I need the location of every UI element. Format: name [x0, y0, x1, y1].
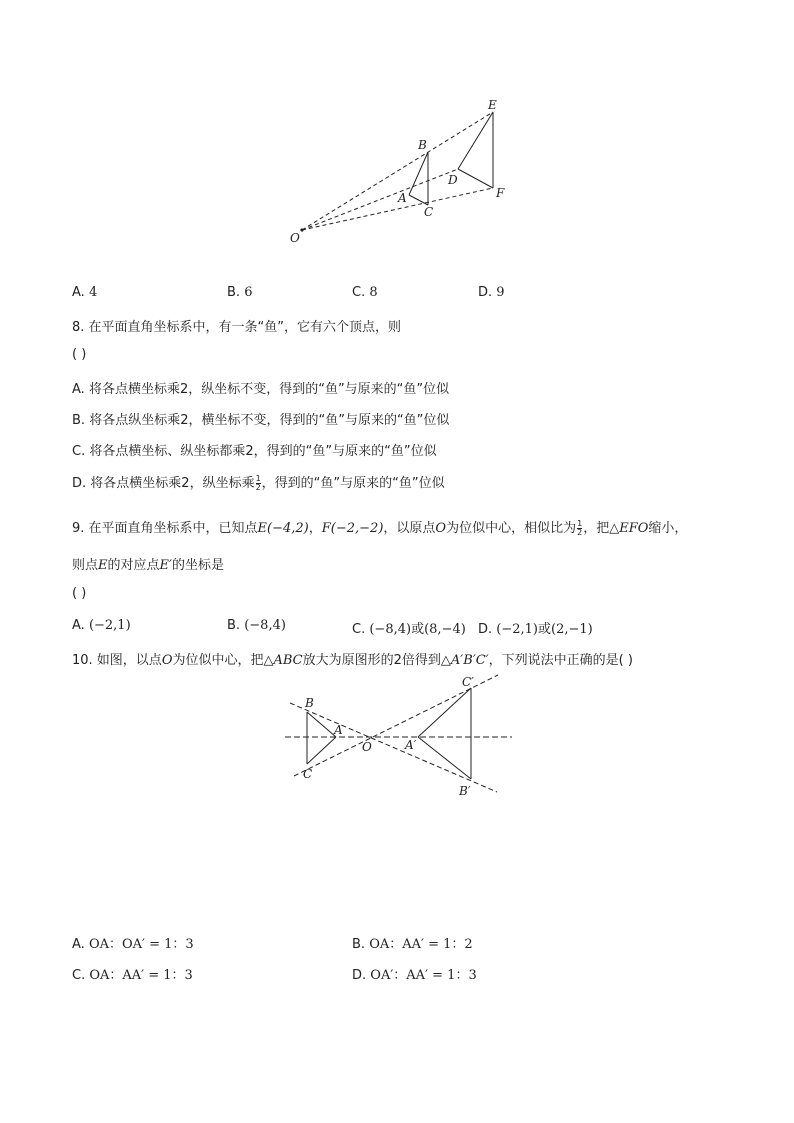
label-e: E: [488, 98, 497, 112]
q7-option-d[interactable]: [478, 285, 505, 300]
point-e-prime: E′: [159, 558, 172, 573]
option-value: (−8,4)或(8,−4): [369, 622, 466, 637]
option-letter: A.: [72, 937, 85, 952]
option-value: OA′：AA′ = 1：3: [370, 968, 477, 983]
stem-text: 为位似中心，把: [172, 653, 264, 668]
q7-option-c[interactable]: [352, 285, 378, 300]
option-letter: B.: [227, 618, 241, 633]
option-letter: A.: [72, 382, 85, 397]
stem-text: 为位似中心，相似比为: [446, 521, 577, 536]
label-c-prime: C′: [462, 675, 474, 689]
q10-option-d[interactable]: [352, 964, 477, 983]
stem-text: ，把: [583, 521, 610, 536]
option-value: OA：AA′ = 1：2: [369, 937, 473, 952]
point-o: O: [435, 521, 447, 536]
q8-answer-paren: ( ): [72, 347, 87, 362]
fraction-one-half: [256, 475, 261, 492]
label-o: O: [290, 231, 300, 245]
q10-option-b[interactable]: [352, 933, 473, 952]
segment-df: [458, 169, 493, 188]
triangle-a-b-c-prime: △A′B′C′: [440, 653, 489, 668]
option-value: 6: [244, 285, 253, 300]
option-letter: D.: [72, 476, 87, 491]
ray-o-d: [302, 169, 458, 230]
ray-o-e: [302, 112, 493, 230]
option-letter: C.: [72, 968, 86, 983]
segment-ed: [458, 112, 493, 169]
option-value: (−2,1): [88, 618, 131, 633]
label-b: B: [418, 138, 427, 152]
q9-stem-line2: [72, 554, 224, 573]
q10-figure: [280, 670, 520, 800]
point-o: O: [161, 653, 173, 668]
point-e-symbol: E: [98, 558, 108, 573]
q10-stem: [72, 649, 633, 668]
label-a: A: [334, 723, 343, 737]
stem-comma: ，: [308, 521, 322, 536]
q7-option-a[interactable]: [72, 285, 97, 300]
segment-ac: [307, 737, 336, 764]
q9-option-a[interactable]: [72, 618, 131, 633]
option-value: OA：OA′ = 1：3: [88, 937, 194, 952]
segment-c-a-prime: [418, 688, 471, 737]
option-letter: B.: [72, 413, 86, 428]
triangle-efo: △EFO: [609, 521, 649, 536]
label-o: O: [362, 740, 372, 754]
stem-text: 缩小，: [648, 521, 688, 536]
point-e: E(−4,2): [257, 521, 309, 536]
stem-text: 放大为原图形的2倍得到: [302, 653, 441, 668]
q7-figure: [280, 95, 520, 250]
option-letter: D.: [478, 285, 493, 300]
option-text: 将各点横坐标、纵坐标都乘2，得到的“鱼”与原来的“鱼”位似: [89, 444, 437, 459]
q9-option-b[interactable]: [227, 618, 286, 633]
stem-text: 9. 在平面直角坐标系中，已知点: [72, 521, 258, 536]
fraction-denominator: 2: [577, 528, 583, 537]
q9-answer-paren: ( ): [72, 586, 87, 601]
ratio-fraction: [577, 520, 582, 537]
segment-a-b-prime: [418, 737, 471, 779]
q10-option-c[interactable]: [72, 964, 193, 983]
option-letter: D.: [478, 622, 493, 637]
option-value: 9: [496, 285, 505, 300]
option-text-post: ，得到的“鱼”与原来的“鱼”位似: [261, 476, 445, 491]
triangle-abc: △ABC: [263, 653, 303, 668]
label-c: C: [303, 767, 313, 781]
q8-option-b[interactable]: [72, 409, 449, 428]
label-c: C: [424, 205, 434, 219]
option-letter: C.: [352, 285, 366, 300]
option-value: (−2,1)或(2,−1): [496, 622, 593, 637]
stem-text: ，下列说法中正确的是( ): [488, 653, 633, 668]
fraction-denominator: 2: [255, 483, 261, 492]
stem-text: 10. 如图，以点: [72, 653, 162, 668]
option-value: (−8,4): [244, 618, 286, 633]
stem-text: ，以原点: [383, 521, 436, 536]
label-b: B: [305, 696, 314, 710]
segment-ba: [307, 712, 336, 737]
q8-option-d[interactable]: [72, 472, 445, 492]
segment-ac: [409, 195, 428, 205]
option-letter: A.: [72, 618, 85, 633]
option-text-pre: 将各点横坐标乘2，纵坐标乘: [90, 476, 255, 491]
option-letter: C.: [72, 444, 86, 459]
option-letter: A.: [72, 285, 85, 300]
option-letter: B.: [352, 937, 366, 952]
stem-text: 则点: [72, 558, 99, 573]
q8-option-c[interactable]: [72, 440, 437, 459]
label-a: A: [398, 191, 407, 205]
q9-stem-line1: [72, 517, 687, 537]
q8-option-a[interactable]: [72, 378, 449, 397]
label-f: F: [496, 186, 505, 200]
q8-stem: 8. 在平面直角坐标系中，有一条“鱼”，它有六个顶点，则: [72, 320, 402, 335]
option-letter: C.: [352, 622, 366, 637]
q10-option-a[interactable]: [72, 933, 194, 952]
stem-text: 的坐标是: [171, 558, 224, 573]
q9-option-d[interactable]: [478, 618, 593, 637]
option-text: 将各点纵坐标乘2，横坐标不变，得到的“鱼”与原来的“鱼”位似: [89, 413, 450, 428]
line-c-c-prime: [294, 675, 498, 776]
option-letter: D.: [352, 968, 367, 983]
stem-text: 的对应点: [107, 558, 160, 573]
point-o: [300, 228, 303, 231]
line-b-b-prime: [290, 703, 497, 792]
point-f: F(−2,−2): [321, 521, 384, 536]
option-value: 8: [369, 285, 378, 300]
option-text: 将各点横坐标乘2，纵坐标不变，得到的“鱼”与原来的“鱼”位似: [88, 382, 450, 397]
label-a-prime: A′: [405, 738, 417, 752]
fraction-numerator: 1: [577, 519, 583, 528]
option-value: 4: [88, 285, 98, 300]
option-letter: B.: [227, 285, 241, 300]
option-value: OA：AA′ = 1：3: [89, 968, 193, 983]
label-b-prime: B′: [459, 784, 471, 798]
label-d: D: [448, 173, 458, 187]
q7-option-b[interactable]: [227, 285, 252, 300]
fraction-numerator: 1: [255, 474, 261, 483]
q9-option-c[interactable]: [352, 618, 466, 637]
